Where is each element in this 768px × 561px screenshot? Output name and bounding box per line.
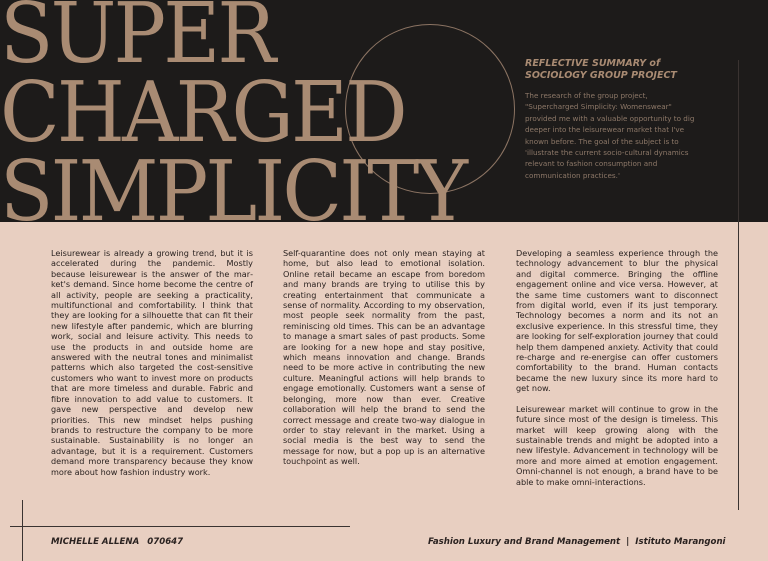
footer-vertical-rule bbox=[22, 500, 23, 561]
author-name: MICHELLE ALLENA bbox=[51, 537, 140, 547]
title-line-1: SUPER bbox=[0, 0, 274, 82]
page-title bbox=[0, 0, 466, 240]
summary-text: The research of the group project, "Supercharged Simplicity: Womenswear" provided me with a valuable opportunity to dig deeper into the leisurewear market that I've known before. The goal of the subject is to 'illustrate the current socio-cultural dynamics relevant to fashion consumption and communication practices.' bbox=[525, 91, 695, 180]
column-3-paragraph-1: Developing a seamless experience through the technology advancement to blur the physical and digital commerce. Bringing the offline engagement online and vice versa. However, at the same time customers want to disconnect from digital world, even if its just temporary. Technology becomes a norm and its not an exclusive experience. In this stressful time, they are looking for self-exploration journey that could help them dampened anxiety. Activity that could re-charge and re-energise can offer customers comfortability to the brand. Human contacts became the new luxury since its more hard to get now. bbox=[516, 248, 718, 394]
summary-heading-line-2: SOCIOLOGY GROUP PROJECT bbox=[525, 70, 677, 81]
title-line-2: CHARGED bbox=[0, 64, 405, 161]
footer-horizontal-rule bbox=[10, 526, 350, 527]
body-column-2 bbox=[283, 248, 485, 477]
author-credit bbox=[51, 537, 191, 547]
vertical-rule bbox=[738, 60, 739, 510]
course-credit bbox=[428, 537, 726, 547]
body-column-1 bbox=[51, 248, 253, 487]
summary-heading-line-1: REFLECTIVE SUMMARY of bbox=[525, 58, 661, 69]
school-name: Istituto Marangoni bbox=[635, 537, 726, 547]
course-name: Fashion Luxury and Brand Management bbox=[428, 537, 621, 547]
column-2-paragraph-1: Self-quarantine does not only mean staying at home, but also lead to emotional isolation. Online retail became an escape from boredom and many brands are trying to utilise this by creating entertainment that communicate a sense of normality. According to my observation, most people seek normality from the past, reminiscing old times. This can be an advantage to manage a smart sales of past products. Some are looking for a new hope and stay positive, which means innovation and change. Brands need to be more active in contributing the new culture. Meaningful actions will help brands to engage emotionally. Customers want a sense of belonging, more now than ever. Creative collaboration will help the brand to send the correct message and create two-way dialogue in order to stay relevant in the market. Using a social media is the best way to send the message for now, but a pop up is an alternative touchpoint as well. bbox=[283, 248, 485, 467]
body-column-3 bbox=[516, 248, 718, 497]
footer-separator: | bbox=[626, 537, 630, 547]
student-id: 070647 bbox=[147, 537, 184, 547]
column-3-paragraph-2: Leisurewear market will continue to grow in the future since most of the design is timeless. This market will keep growing along with the sustainable trends and might be adopted into a new lifestyle. Advancement in technology will be more and more aimed at emotion engagement. Omni-channel is not enough, a brand have to be able to make omni-interactions. bbox=[516, 403, 718, 487]
summary-heading bbox=[525, 58, 735, 82]
title-line-3: SIMPLICITY bbox=[0, 143, 466, 240]
column-1-paragraph-1: Leisurewear is already a growing trend, but it is accelerated during the pandemic. Mostly because leisurewear is the answer of the market's demand. Since home become the centre of all activity, people are seeking a practicality, multifunctional and comfortability. I think that they are looking for a silhouette that can fit their new lifestyle after pandemic, which are blurring work, social and leisure activity. This needs to use the products in and outside home are answered with the neutral tones and minimalist patterns which also targeted the cost-sensitive customers who want to invest more on products that are more timeless and durable. Fabric and fibre innovation to add value to customers. It gave new perspective and develop new priorities. This new mindset helps pushing brands to restructure the company to be more sustainable. Sustainability is no longer an advantage, but it is a requirement. Customers demand more transparency because they know more about how fashion industry work. bbox=[51, 248, 253, 477]
